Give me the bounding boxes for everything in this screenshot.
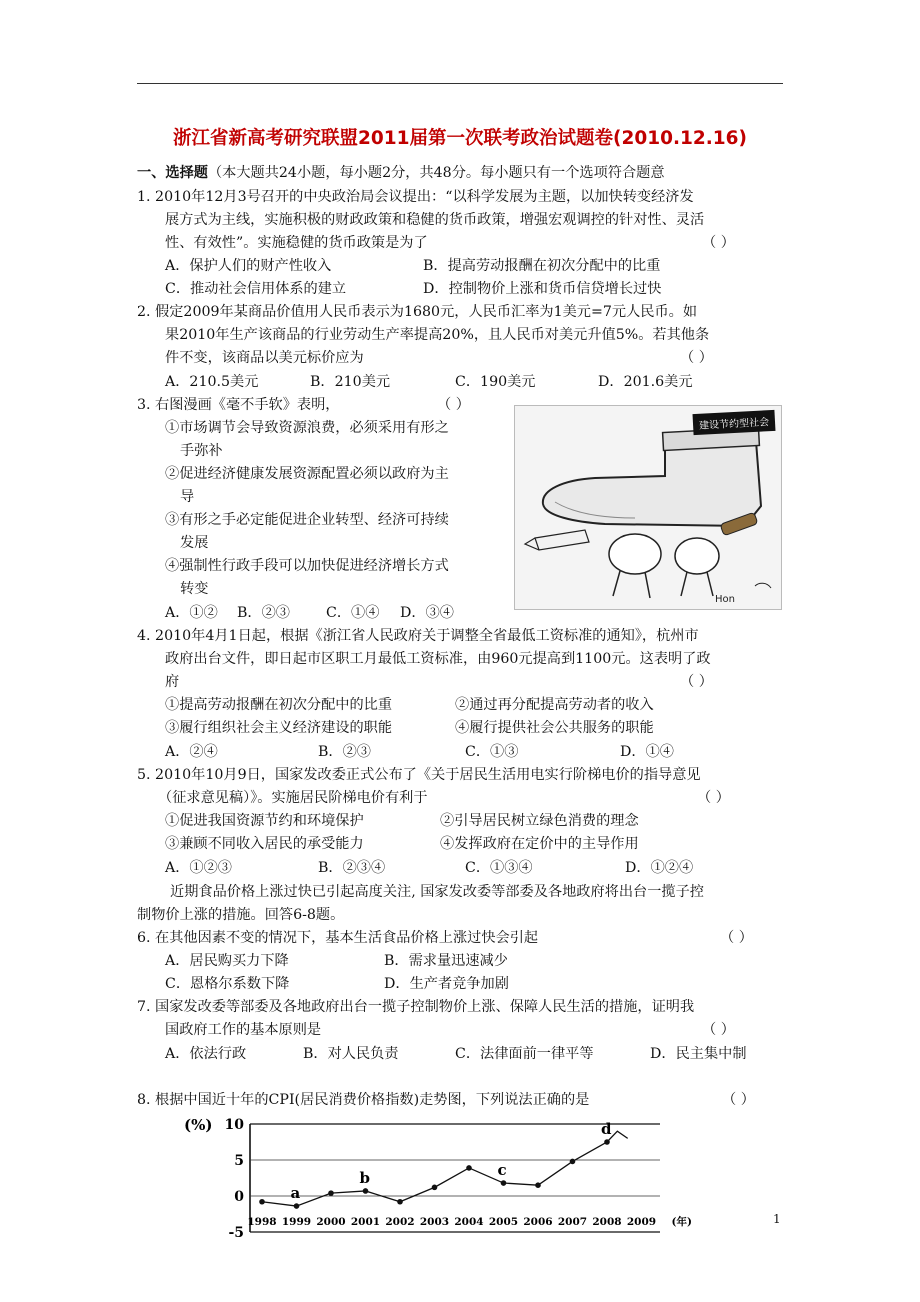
q4-item1: ①提高劳动报酬在初次分配中的比重	[165, 697, 393, 713]
q3-item3b: 发展	[180, 535, 209, 551]
q1-line1: 1. 2010年12月3号召开的中央政治局会议提出：“以科学发展为主题，以加快转变经济发	[137, 189, 694, 205]
q2-option-c: C．190美元	[455, 374, 536, 390]
cpi-data-point	[294, 1203, 300, 1209]
x-tick-label: 2006	[523, 1216, 553, 1228]
q7-option-d: D．民主集中制	[650, 1046, 747, 1062]
q4-option-a: A．②④	[165, 744, 218, 760]
q7-line1: 7. 国家发改委等部委及各地政府出台一揽子控制物价上涨、保障人民生活的措施，证明我	[137, 999, 695, 1015]
q4-item2: ②通过再分配提高劳动者的收入	[455, 697, 654, 713]
q1-line2: 展方式为主线，实施积极的财政政策和稳健的货币政策，增强宏观调控的针对性、灵活	[165, 212, 705, 228]
q5-option-c: C．①③④	[465, 860, 533, 876]
q1-option-c: C．推动社会信用体系的建立	[165, 281, 347, 297]
cpi-data-point	[328, 1190, 334, 1196]
q3-option-c: C．①④	[326, 605, 380, 621]
x-tick-label: 2008	[592, 1216, 622, 1228]
exam-title: 浙江省新高考研究联盟2011届第一次联考政治试题卷(2010.12.16)	[173, 128, 747, 149]
section-label: 一、选择题	[137, 165, 208, 181]
y-axis-label: (%)	[184, 1116, 213, 1134]
q8-answer-paren: （ ）	[722, 1092, 755, 1108]
q5-item3: ③兼顾不同收入居民的承受能力	[165, 836, 364, 852]
q7-option-a: A．依法行政	[165, 1046, 247, 1062]
x-axis-label: (年)	[671, 1216, 692, 1228]
x-tick-label: 2003	[419, 1216, 450, 1228]
q1-option-d: D．控制物价上涨和货币信贷增长过快	[423, 281, 662, 297]
q4-item3: ③履行组织社会主义经济建设的职能	[165, 720, 393, 736]
y-tick-label: -5	[228, 1225, 244, 1241]
cpi-data-point	[259, 1199, 265, 1205]
q3-item4a: ④强制性行政手段可以加快促进经济增长方式	[165, 558, 449, 574]
q5-line2: （征求意见稿）》。实施居民阶梯电价有利于	[158, 790, 428, 806]
q7-option-c: C．法律面前一律平等	[455, 1046, 594, 1062]
q1-option-a: A．保护人们的财产性收入	[165, 258, 332, 274]
x-tick-label: 2004	[454, 1216, 484, 1228]
q3-item3a: ③有形之手必定能促进企业转型、经济可持续	[165, 512, 449, 528]
cpi-data-point	[397, 1199, 403, 1205]
q4-answer-paren: （ ）	[680, 674, 713, 690]
q4-item4: ④履行提供社会公共服务的职能	[455, 720, 654, 736]
y-tick-label: 5	[234, 1153, 244, 1169]
point-label: a	[290, 1184, 301, 1203]
q2-option-b: B．210美元	[310, 374, 391, 390]
q4-line3: 府	[165, 674, 180, 690]
cpi-data-point	[466, 1165, 472, 1171]
q4-line1: 4. 2010年4月1日起，根据《浙江省人民政府关于调整全省最低工资标准的通知》，杭州市	[137, 628, 699, 644]
q8-line1: 8. 根据中国近十年的CPI(居民消费价格指数)走势图，下列说法正确的是	[137, 1092, 590, 1108]
x-tick-label: 1999	[281, 1216, 312, 1228]
point-label: d	[601, 1120, 612, 1138]
q4-option-d: D．①④	[620, 744, 674, 760]
page-number: 1	[773, 1212, 781, 1226]
x-tick-label: 2000	[316, 1216, 346, 1228]
q5-option-d: D．①②④	[625, 860, 694, 876]
q4-line2: 政府出台文件，即日起市区职工月最低工资标准，由960元提高到1100元。这表明了政	[165, 651, 711, 667]
section-heading	[137, 163, 665, 183]
cpi-data-point	[432, 1185, 438, 1191]
stem-line2: 制物价上涨的措施。回答6-8题。	[137, 907, 345, 923]
x-tick-label: 2002	[385, 1216, 415, 1228]
cpi-data-point	[363, 1188, 369, 1194]
cartoon-illustration	[514, 405, 782, 610]
x-tick-label: 2007	[557, 1216, 588, 1228]
q5-option-b: B．②③④	[318, 860, 386, 876]
q4-option-b: B．②③	[318, 744, 371, 760]
x-tick-label: 2009	[626, 1216, 657, 1228]
q3-item2a: ②促进经济健康发展资源配置必须以政府为主	[165, 466, 449, 482]
q2-line2: 果2010年生产该商品的行业劳动生产率提高20%，且人民币对美元升值5%。若其他条	[165, 327, 710, 343]
q4-option-c: C．①③	[465, 744, 519, 760]
cpi-data-point	[535, 1182, 541, 1188]
point-label: c	[497, 1161, 507, 1180]
q6-line1: 6. 在其他因素不变的情况下，基本生活食品价格上涨过快会引起	[137, 930, 539, 946]
q6-option-c: C．恩格尔系数下降	[165, 976, 290, 992]
q3-item2b: 导	[180, 489, 195, 505]
point-label: b	[359, 1168, 370, 1187]
q5-answer-paren: （ ）	[697, 790, 730, 806]
q6-answer-paren: （ ）	[720, 930, 753, 946]
q3-answer-paren: （ ）	[437, 397, 470, 413]
q3-line1: 3. 右图漫画《毫不手软》表明，	[137, 397, 340, 413]
q2-line3: 件不变，该商品以美元标价应为	[165, 350, 364, 366]
y-tick-label: 10	[224, 1117, 244, 1133]
svg-text:Hon: Hon	[715, 594, 735, 605]
q6-option-d: D．生产者竞争加剧	[384, 976, 509, 992]
q1-line3: 性、有效性”。实施稳健的货币政策是为了	[165, 235, 428, 251]
cartoon-banner: 建设节约型社会	[693, 410, 776, 435]
q2-line1: 2. 假定2009年某商品价值用人民币表示为1680元，人民币汇率为1美元=7元人民币。如	[137, 304, 698, 320]
cpi-data-point	[570, 1159, 576, 1165]
q2-answer-paren: （ ）	[680, 350, 713, 366]
q1-option-b: B．提高劳动报酬在初次分配中的比重	[423, 258, 661, 274]
q5-item4: ④发挥政府在定价中的主导作用	[440, 836, 639, 852]
q7-answer-paren: （ ）	[702, 1022, 735, 1038]
q2-option-d: D．201.6美元	[598, 374, 693, 390]
q7-option-b: B．对人民负责	[303, 1046, 399, 1062]
section-note: （本大题共24小题，每小题2分，共48分。每小题只有一个选项符合题意	[207, 165, 665, 181]
cpi-line-chart	[180, 1108, 692, 1248]
x-tick-label: 1998	[247, 1216, 277, 1228]
q2-option-a: A．210.5美元	[165, 374, 259, 390]
cpi-data-point	[604, 1139, 610, 1145]
foot-stomping-icon	[515, 406, 781, 609]
q5-line1: 5. 2010年10月9日，国家发改委正式公布了《关于居民生活用电实行阶梯电价的指导意见	[137, 767, 701, 783]
q5-item2: ②引导居民树立绿色消费的理念	[440, 813, 639, 829]
q6-option-b: B．需求量迅速减少	[384, 953, 508, 969]
q3-item1b: 手弥补	[180, 443, 223, 459]
q3-option-d: D．③④	[400, 605, 454, 621]
x-tick-label: 2001	[350, 1216, 381, 1228]
cpi-series-line	[262, 1131, 628, 1206]
q5-option-a: A．①②③	[165, 860, 232, 876]
q3-item4b: 转变	[180, 581, 209, 597]
q1-answer-paren: （ ）	[702, 235, 735, 251]
cpi-data-point	[501, 1180, 507, 1186]
q3-option-a: A．①②	[165, 605, 218, 621]
q3-option-b: B．②③	[237, 605, 290, 621]
q3-item1a: ①市场调节会导致资源浪费，必须采用有形之	[165, 420, 449, 436]
x-tick-label: 2005	[488, 1216, 519, 1228]
q7-line2: 国政府工作的基本原则是	[165, 1022, 322, 1038]
stem-line1: 近期食品价格上涨过快已引起高度关注, 国家发改委等部委及各地政府将出台一揽子控	[170, 884, 704, 900]
y-tick-label: 0	[234, 1189, 244, 1205]
header-rule	[137, 83, 783, 84]
q5-item1: ①促进我国资源节约和环境保护	[165, 813, 364, 829]
q6-option-a: A．居民购买力下降	[165, 953, 289, 969]
